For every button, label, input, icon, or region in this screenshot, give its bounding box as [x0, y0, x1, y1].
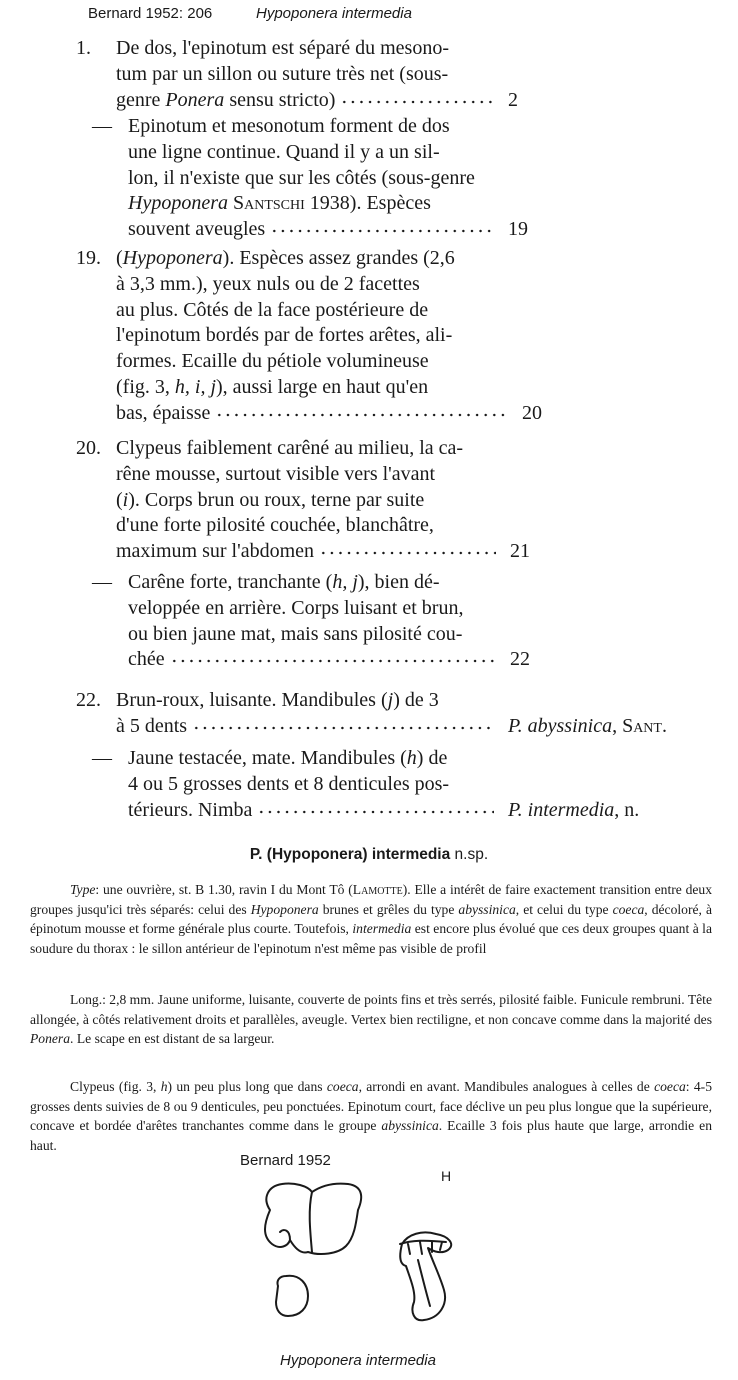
- head-outline: [265, 1183, 361, 1254]
- key-line: [128, 140, 494, 166]
- key-line-text: d'une forte pilosité couchée, blanchâtre,: [116, 514, 434, 537]
- key-couplet-number: —: [92, 747, 112, 769]
- key-line: [116, 488, 496, 514]
- key-line-text: Hypoponera Santschi 1938). Espèces: [128, 192, 431, 215]
- key-line-text: (Hypoponera). Espèces assez grandes (2,6: [116, 247, 455, 269]
- petiole-outline: [276, 1276, 308, 1316]
- key-line-text: genre Ponera sensu stricto): [116, 88, 336, 111]
- key-target: 2: [508, 88, 518, 111]
- head-inner-line: [310, 1192, 312, 1252]
- key-entry: [92, 570, 530, 673]
- key-couplet-number: 19.: [76, 247, 101, 269]
- key-line: [128, 217, 528, 243]
- key-line: [116, 462, 496, 488]
- key-line: [76, 436, 496, 462]
- key-line: [128, 798, 640, 824]
- key-line-text: veloppée en arrière. Corps luisant et brun,: [128, 596, 464, 619]
- key-leader-dots: [170, 655, 496, 665]
- key-entry: [76, 36, 518, 113]
- figure-source: Bernard 1952: [240, 1152, 331, 1169]
- key-line-text: à 5 dents: [116, 714, 188, 737]
- description-paragraph-type: [30, 880, 712, 958]
- description-paragraph-long: [30, 990, 712, 1049]
- key-line-text: Epinotum et mesonotum forment de dos: [128, 115, 450, 137]
- key-line: [76, 688, 494, 714]
- key-target: 19: [508, 218, 528, 241]
- key-line: [116, 323, 508, 349]
- key-entry: [76, 246, 542, 427]
- key-line: [116, 88, 518, 114]
- key-line-text: rêne mousse, surtout visible vers l'avant: [116, 462, 436, 485]
- description-paragraph-clypeus: [30, 1077, 712, 1155]
- key-line-text: Brun-roux, luisante. Mandibules (j) de 3: [116, 689, 439, 711]
- key-couplet-number: —: [92, 115, 112, 137]
- key-line-text: Clypeus faiblement carêné au milieu, la ca-: [116, 437, 464, 459]
- key-line: [116, 539, 530, 565]
- key-line-text: (fig. 3, h, i, j), aussi large en haut qu'en: [116, 375, 429, 398]
- key-target: 22: [510, 648, 530, 671]
- specimen-drawing: [250, 1180, 460, 1330]
- header-taxon: Hypoponera intermedia: [256, 5, 412, 22]
- key-line: [128, 622, 496, 648]
- key-line-text: lon, il n'existe que sur les côtés (sous-genre: [128, 166, 475, 189]
- key-leader-dots: [257, 806, 494, 816]
- key-line: [92, 746, 494, 772]
- key-leader-dots: [340, 96, 494, 106]
- key-line-text: une ligne continue. Quand il y a un sil-: [128, 140, 440, 163]
- key-line-text: souvent aveugles: [128, 218, 266, 241]
- paragraph-text: Type: une ouvrière, st. B 1.30, ravin I du Mont Tô (Lamotte). Elle a intérêt de faire exactement transition entre deux groupes jusqu'ici très séparés: celui des Hypoponera brunes et grêles du type abyssinica, et celui du type coeca, décoloré, à épinotum mousse et forme générale plus courte. Toutefois, intermedia est encore plus évolué que ces deux groupes quant à la soudure du thorax : le sillon antérieur de l'epinotum n'est même pas visible de profil: [30, 882, 712, 956]
- key-line: [76, 246, 508, 272]
- figure-caption: Hypoponera intermedia: [280, 1352, 436, 1369]
- key-entry: [76, 688, 667, 740]
- key-line-text: 4 ou 5 grosses dents et 8 denticules pos-: [128, 772, 450, 795]
- key-line-text: à 3,3 mm.), yeux nuls ou de 2 facettes: [116, 272, 420, 295]
- key-target: P. abyssinica, Sant.: [508, 714, 667, 737]
- key-line-text: tum par un sillon ou suture très net (sous-: [116, 62, 449, 85]
- key-line-text: Carêne forte, tranchante (h, j), bien dé-: [128, 571, 440, 593]
- key-line-text: Jaune testacée, mate. Mandibules (h) de: [128, 747, 448, 769]
- key-line: [116, 375, 508, 401]
- head-detail: [280, 1230, 290, 1240]
- key-leader-dots: [319, 547, 496, 557]
- key-line: [76, 36, 494, 62]
- key-line: [116, 62, 494, 88]
- key-line-text: formes. Ecaille du pétiole volumineuse: [116, 350, 429, 373]
- key-target: P. intermedia, n.: [508, 798, 640, 821]
- key-line: [128, 166, 494, 192]
- key-line: [116, 298, 508, 324]
- mandible-inner: [418, 1260, 430, 1306]
- key-line-text: bas, épaisse: [116, 401, 211, 424]
- figure-label: H: [441, 1168, 452, 1184]
- key-line: [116, 513, 496, 539]
- key-line: [116, 714, 667, 740]
- key-line: [116, 401, 542, 427]
- key-target: 20: [522, 401, 542, 424]
- key-couplet-number: —: [92, 571, 112, 593]
- key-target: 21: [510, 540, 530, 563]
- key-leader-dots: [270, 225, 494, 235]
- key-line-text: chée: [128, 648, 165, 671]
- key-line: [128, 191, 494, 217]
- key-line-text: De dos, l'epinotum est séparé du mesono-: [116, 37, 449, 59]
- key-couplet-number: 1.: [76, 37, 91, 59]
- key-line: [116, 349, 508, 375]
- key-entry: [76, 436, 530, 565]
- key-line-text: au plus. Côtés de la face postérieure de: [116, 298, 429, 321]
- key-couplet-number: 20.: [76, 437, 101, 459]
- heading-text: P. (Hypoponera) intermedia n.sp.: [249, 846, 489, 863]
- key-line: [128, 596, 496, 622]
- key-leader-dots: [192, 722, 494, 732]
- key-line-text: maximum sur l'abdomen: [116, 540, 315, 563]
- key-line-text: l'epinotum bordés par de fortes arêtes, ali-: [116, 324, 453, 347]
- key-couplet-number: 22.: [76, 689, 101, 711]
- paragraph-text: Clypeus (fig. 3, h) un peu plus long que dans coeca, arrondi en avant. Mandibules analogues à celles de coeca: 4-5 grosses dents suivies de 8 ou 9 denticules, peu ponctuées. Epinotum court, face déclive un peu plus longue que la supérieure, concave et bordée d'arêtes tranchantes comme dans le groupe abyssinica. Ecaille 3 fois plus haute que large, arrondie en haut.: [30, 1079, 713, 1153]
- key-line: [92, 570, 496, 596]
- paragraph-text: Long.: 2,8 mm. Jaune uniforme, luisante, couverte de points fins et très serrés, pilosité faible. Funicule rembruni. Tête allongée, à côtés relativement droits et parallèles, aveugle. Vertex bien rectiligne, et non concave comme dans la majorité des Ponera. Le scape en est distant de sa largeur.: [30, 992, 712, 1047]
- header-citation: Bernard 1952: 206: [88, 5, 213, 22]
- key-line-text: térieurs. Nimba: [128, 798, 253, 821]
- species-heading: [0, 846, 738, 864]
- key-entry: [92, 114, 528, 243]
- key-line: [128, 647, 530, 673]
- key-line-text: (i). Corps brun ou roux, terne par suite: [116, 488, 425, 511]
- key-line-text: ou bien jaune mat, mais sans pilosité cou-: [128, 622, 463, 645]
- key-line: [92, 114, 494, 140]
- key-line: [116, 272, 508, 298]
- key-leader-dots: [215, 409, 508, 419]
- key-entry: [92, 746, 640, 823]
- key-line: [128, 772, 494, 798]
